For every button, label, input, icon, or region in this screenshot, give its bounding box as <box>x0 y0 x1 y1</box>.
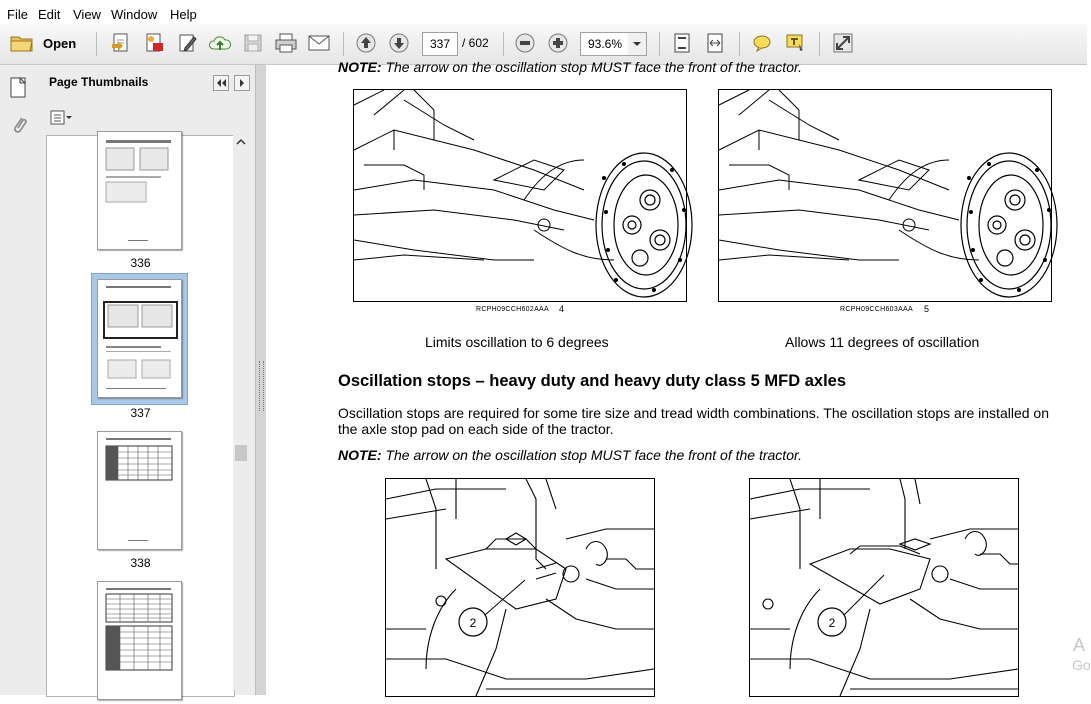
note-text: The arrow on the oscillation stop MUST face the front of the tractor. <box>381 447 803 463</box>
thumbnail-page-336[interactable] <box>97 131 182 250</box>
splitter-grip <box>259 361 264 411</box>
attachments-tab[interactable] <box>8 113 30 139</box>
combine-files-button[interactable] <box>141 30 167 56</box>
edit-pdf-button[interactable] <box>175 30 201 56</box>
figure-allows-oscillation <box>718 89 1052 302</box>
arrow-down-circle-icon <box>388 32 410 54</box>
menu-edit[interactable]: Edit <box>38 7 61 22</box>
paragraph-line: Oscillation stops are required for some tire size and tread width combinations. The oscillation stops are installed on <box>338 405 1049 421</box>
open-label: Open <box>43 36 77 51</box>
paperclip-icon <box>8 113 30 139</box>
zoom-in-button[interactable] <box>545 30 571 56</box>
fit-page-icon <box>671 32 693 54</box>
page-total: / 602 <box>462 36 489 50</box>
figure-caption: Allows 11 degrees of oscillation <box>785 334 980 350</box>
figure-limits-oscillation <box>353 89 687 302</box>
menu-file[interactable]: File <box>7 7 28 22</box>
section-heading: Oscillation stops – heavy duty and heavy duty class 5 MFD axles <box>338 372 847 390</box>
edit-pencil-icon <box>177 32 199 54</box>
watermark-text: Go <box>1072 657 1091 673</box>
folder-icon <box>10 33 34 53</box>
save-button[interactable] <box>240 30 266 56</box>
oscillation-stop-illustration-icon <box>386 479 654 696</box>
document-viewport <box>266 59 1091 695</box>
speech-bubble-icon <box>751 32 773 54</box>
fit-page-button[interactable] <box>669 30 695 56</box>
figure-code: RCPH09CCH603AAA <box>840 306 913 313</box>
thumbnail-list[interactable] <box>46 135 235 697</box>
panel-header <box>38 65 255 99</box>
menu-view[interactable]: View <box>73 7 101 22</box>
figure-caption: Limits oscillation to 6 degrees <box>425 334 609 350</box>
figure-stop-installed-left <box>385 478 655 697</box>
menu-bar <box>0 4 1087 24</box>
minus-circle-icon <box>514 32 536 54</box>
note-prefix: NOTE: <box>338 59 382 75</box>
paragraph-line: the axle stop pad on each side of the tractor. <box>338 421 614 437</box>
arrow-up-circle-icon <box>355 32 377 54</box>
oscillation-stop-illustration-icon <box>750 479 1018 696</box>
callout-number: 2 <box>469 616 477 630</box>
thumbnail-label: 336 <box>130 256 151 270</box>
figure-code: RCPH09CCH602AAA <box>476 306 549 313</box>
options-list-icon <box>50 110 74 126</box>
thumbnail-options-button[interactable] <box>50 110 74 126</box>
pages-icon <box>8 75 30 101</box>
scrollbar-thumb[interactable] <box>235 445 247 461</box>
toolbar-separator <box>739 32 740 56</box>
highlight-button[interactable] <box>782 30 808 56</box>
double-chevron-left-icon <box>214 76 228 90</box>
toolbar-separator <box>819 32 820 56</box>
toolbar-separator <box>96 32 97 56</box>
expand-panel-button[interactable] <box>234 75 250 91</box>
note-text: The arrow on the oscillation stop MUST face the front of the tractor. <box>381 59 803 75</box>
zoom-level-input[interactable]: 93.6% <box>580 32 630 56</box>
highlighter-icon <box>784 32 806 54</box>
zoom-out-button[interactable] <box>512 30 538 56</box>
zoom-dropdown-button[interactable] <box>628 32 647 56</box>
create-pdf-button[interactable] <box>108 30 134 56</box>
toolbar-separator <box>343 32 344 56</box>
print-button[interactable] <box>273 30 299 56</box>
menu-help[interactable]: Help <box>170 7 197 22</box>
watermark-text: A <box>1073 635 1086 655</box>
printer-icon <box>274 32 298 54</box>
page-thumbnails-tab[interactable] <box>8 75 30 101</box>
previous-page-button[interactable] <box>353 30 379 56</box>
note-bottom <box>338 447 802 463</box>
note-prefix: NOTE: <box>338 447 382 463</box>
page-number-input[interactable]: 337 <box>422 32 458 56</box>
thumbnail-page-338[interactable] <box>97 431 182 550</box>
thumbnail-label: 338 <box>130 556 151 570</box>
thumbnail-page-339[interactable] <box>97 581 182 700</box>
plus-circle-icon <box>547 32 569 54</box>
page-preview-icon <box>98 432 181 549</box>
thumbnail-label: 337 <box>130 406 151 420</box>
full-screen-button[interactable] <box>830 30 856 56</box>
callout-number: 2 <box>828 616 836 630</box>
axle-illustration-icon <box>354 90 686 301</box>
pdf-file-icon <box>143 32 165 54</box>
thumbnail-page-337[interactable] <box>97 279 182 398</box>
axle-illustration-icon <box>719 90 1051 301</box>
open-button[interactable] <box>8 30 80 56</box>
comment-button[interactable] <box>749 30 775 56</box>
floppy-disk-icon <box>243 33 263 53</box>
toolbar-separator <box>503 32 504 56</box>
email-button[interactable] <box>306 30 332 56</box>
page-preview-icon <box>98 280 181 397</box>
figure-number: 5 <box>924 304 930 314</box>
page-preview-icon <box>98 582 181 699</box>
menu-window[interactable]: Window <box>111 7 158 22</box>
chevron-down-icon <box>628 33 646 55</box>
figure-stop-installed-right <box>749 478 1019 697</box>
panel-title: Page Thumbnails <box>49 75 149 89</box>
chevron-right-icon <box>235 76 249 90</box>
chevron-up-icon <box>233 135 249 149</box>
collapse-panel-button[interactable] <box>213 75 229 91</box>
create-pdf-icon <box>110 32 132 54</box>
note-top <box>338 59 802 75</box>
navigation-rail <box>0 65 39 695</box>
thumbnail-scrollbar[interactable] <box>233 135 249 690</box>
toolbar-separator <box>659 32 660 56</box>
cloud-upload-icon <box>208 32 232 54</box>
fit-width-icon <box>704 32 726 54</box>
next-page-button[interactable] <box>386 30 412 56</box>
figure-number: 4 <box>559 304 565 314</box>
expand-icon <box>832 32 854 54</box>
upload-button[interactable] <box>207 30 233 56</box>
page-preview-icon <box>98 132 181 249</box>
thumbnails-panel <box>38 65 255 695</box>
envelope-icon <box>307 34 331 52</box>
fit-width-button[interactable] <box>702 30 728 56</box>
